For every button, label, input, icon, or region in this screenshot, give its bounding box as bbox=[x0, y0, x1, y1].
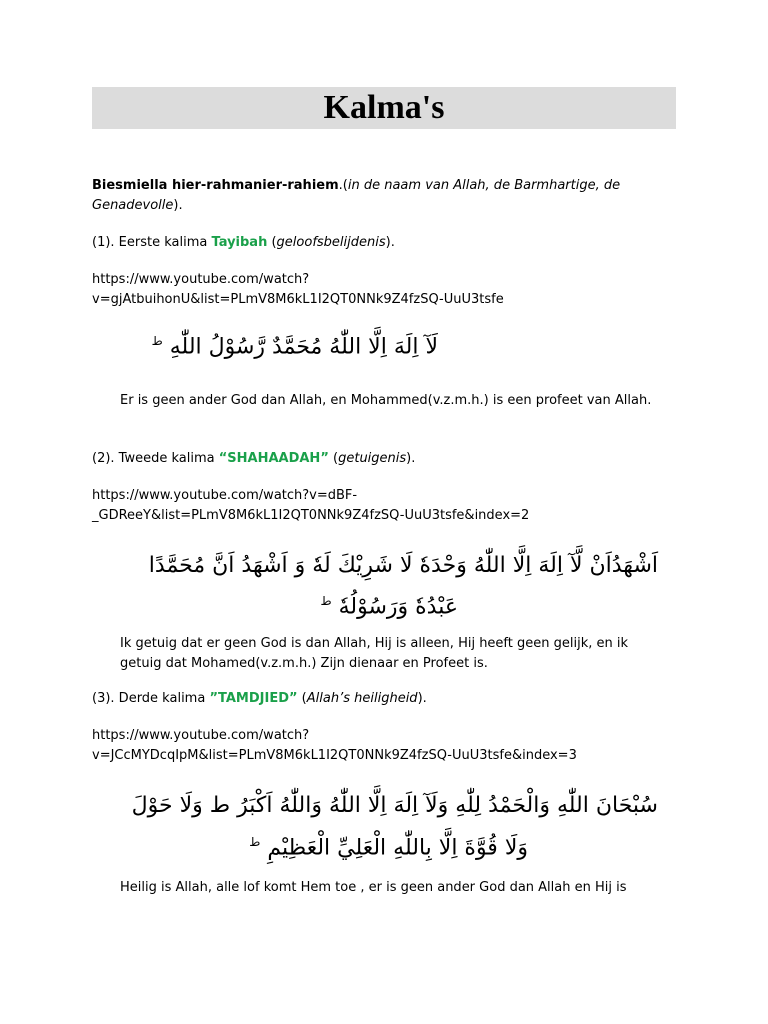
kalima-meaning: geloofsbelijdenis bbox=[276, 235, 386, 250]
section-1-heading: (1). Eerste kalima Tayibah (geloofsbelijdenis). bbox=[92, 235, 395, 250]
intro-translation: in de naam van Allah, de Barmhartige, de Genadevolle bbox=[92, 178, 621, 213]
kalima-meaning: Allah’s heiligheid bbox=[306, 691, 418, 706]
intro-bismillah: Biesmiella hier-rahmanier-rahiem bbox=[92, 178, 339, 193]
kalima-name: Tayibah bbox=[211, 235, 268, 250]
section-3-translation: Heilig is Allah, alle lof komt Hem toe , er is geen ander God dan Allah en Hij is bbox=[120, 880, 627, 895]
section-2-link[interactable]: https://www.youtube.com/watch?v=dBF- _GDReeY&list=PLmV8M6kL1I2QT0NNk9Z4fzSQ-UuU3tsfe&index=2 bbox=[92, 488, 530, 523]
section-3-heading: (3). Derde kalima ”TAMDJIED” (Allah’s heiligheid). bbox=[92, 691, 427, 706]
section-3-link[interactable]: https://www.youtube.com/watch? v=JCcMYDcqIpM&list=PLmV8M6kL1I2QT0NNk9Z4fzSQ-UuU3tsfe&index=3 bbox=[92, 728, 577, 763]
section-2-arabic-line-2: عَبْدُهٗ وَرَسُوْلُهٗ $^ط$ bbox=[320, 594, 458, 620]
waqf-mark: ط bbox=[320, 594, 332, 608]
title-banner bbox=[92, 87, 676, 129]
section-1-translation: Er is geen ander God dan Allah, en Mohammed(v.z.m.h.) is een profeet van Allah. bbox=[120, 393, 652, 408]
page-title: Kalma's bbox=[323, 89, 445, 126]
intro-paragraph: Biesmiella hier-rahmanier-rahiem.(in de naam van Allah, de Barmhartige, de Genadevolle). bbox=[92, 178, 621, 213]
section-2-translation: Ik getuig dat er geen God is dan Allah, Hij is alleen, Hij heeft geen gelijk, en ik getuig dat Mohamed(v.z.m.h.) Zijn dienaar en Profeet is. bbox=[120, 636, 629, 671]
section-1-link[interactable]: https://www.youtube.com/watch? v=gjAtbuihonU&list=PLmV8M6kL1I2QT0NNk9Z4fzSQ-UuU3tsfe bbox=[92, 272, 504, 307]
waqf-mark: ط bbox=[249, 835, 261, 849]
section-1-arabic: لَآ اِلَهَ اِلَّا اللّٰهُ مُحَمَّدٌ رَّسُوْلُ اللّٰهِ $^ط$ bbox=[151, 334, 438, 360]
kalima-name: ”TAMDJIED” bbox=[209, 691, 298, 706]
section-3-arabic-line-1: سُبْحَانَ اللّٰهِ وَالْحَمْدُ لِلّٰهِ وَلَآ اِلَهَ اِلَّا اللّٰهُ وَاللّٰهُ اَكْبَرُ ط وَلَا حَوْلَ bbox=[131, 793, 658, 818]
section-2-arabic-line-1: اَشْهَدُاَنْ لَّآ اِلَهَ اِلَّا اللّٰهُ وَحْدَهٗ لَا شَرِيْكَ لَهٗ وَ اَشْهَدُ اَنَّ مُحَمَّدًا bbox=[148, 553, 658, 578]
section-3-arabic-line-2: وَلَا قُوَّةَ اِلَّا بِاللّٰهِ الْعَلِيِّ الْعَظِيْمِ $^ط$ bbox=[249, 835, 528, 861]
kalima-name: “SHAHAADAH” bbox=[218, 451, 329, 466]
kalima-meaning: getuigenis bbox=[338, 451, 407, 466]
section-2-heading: (2). Tweede kalima “SHAHAADAH” (getuigenis). bbox=[92, 451, 416, 466]
waqf-mark: ط bbox=[151, 334, 163, 348]
